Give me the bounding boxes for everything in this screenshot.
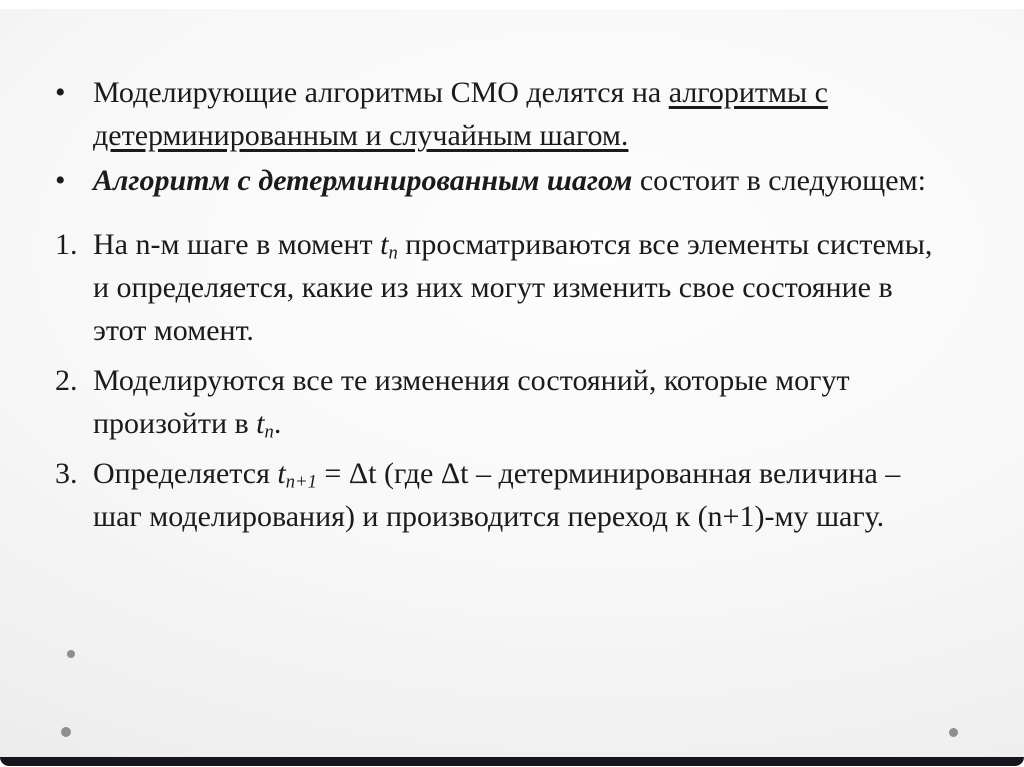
bullet-list	[55, 71, 950, 202]
numbered-item	[55, 452, 950, 538]
numbered-item-number: 3.	[55, 457, 78, 490]
numbered-item-number: 2.	[55, 364, 78, 397]
bullet-marker-icon: •	[55, 164, 66, 197]
bullet-item	[55, 159, 950, 202]
numbered-item-text: На n-м шаге в момент $t_n$ просматриваются все элементы системы, и определяется, какие из них могут изменить свое состояние в этот момент.	[93, 228, 933, 347]
bullet-item-text: Алгоритм с детерминированным шагом состоит в следующем:	[93, 164, 926, 197]
numbered-item-number: 1.	[55, 228, 78, 261]
numbered-item	[55, 223, 950, 352]
bullet-marker-icon: •	[55, 76, 66, 109]
decor-dot-small	[67, 650, 75, 658]
slide-footer-bar	[0, 757, 1024, 766]
numbered-list	[55, 223, 950, 538]
numbered-item	[55, 359, 950, 445]
slide-body	[55, 71, 950, 545]
numbered-item-text: Определяется $t_{n+1} = \Delta t$ (где Δt – детерминированная величина – шаг моделирования) и производится переход к (n+1)-му шагу.	[93, 457, 901, 533]
numbered-item-text: Моделируются все те изменения состояний, которые могут произойти в $t_n$.	[93, 364, 850, 443]
bullet-item-text: Моделирующие алгоритмы СМО делятся на алгоритмы с детерминированным и случайным шагом.	[93, 76, 828, 152]
decor-dot-bottom-left	[61, 727, 71, 737]
bullet-item	[55, 71, 950, 157]
decor-dot-bottom-right	[949, 728, 958, 737]
